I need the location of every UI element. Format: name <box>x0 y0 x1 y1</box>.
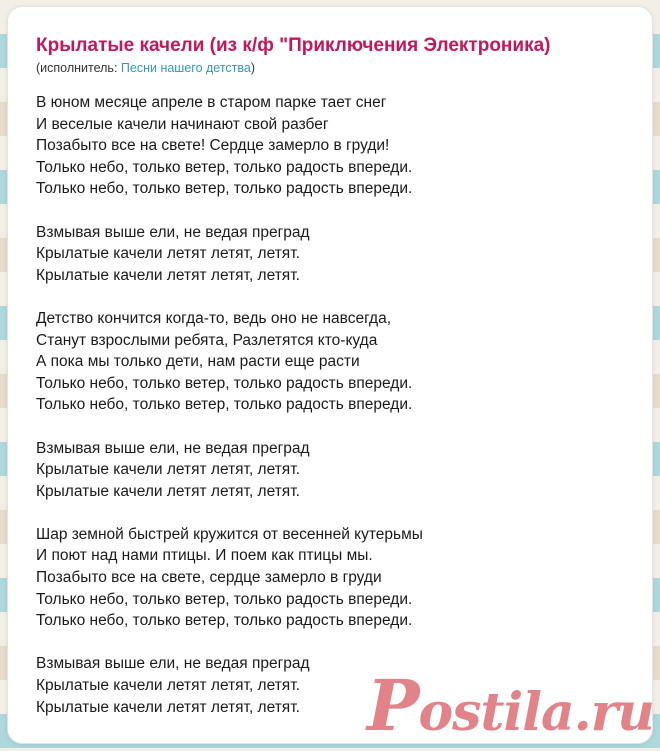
lyric-line: Шар земной быстрей кружится от весенней кутерьмы <box>36 525 423 543</box>
performer-link[interactable]: Песни нашего детства <box>120 61 251 75</box>
performer-line <box>36 60 630 76</box>
lyric-line: Только небо, только ветер, только радость впереди. <box>36 180 413 198</box>
lyrics-stanza <box>36 653 630 718</box>
lyrics-stanza <box>36 438 630 503</box>
lyric-line: Крылатые качели летят летят, летят. <box>36 266 300 284</box>
lyric-line: Крылатые качели летят летят, летят. <box>36 461 300 479</box>
lyric-line: И веселые качели начинают свой разбег <box>36 115 329 133</box>
lyric-line: Крылатые качели летят летят, летят. <box>36 482 300 500</box>
lyrics-stanza <box>36 222 630 287</box>
performer-suffix: ) <box>250 61 256 75</box>
lyric-line: Взмывая выше ели, не ведая преград <box>36 655 310 673</box>
lyric-line: Только небо, только ветер, только радость впереди. <box>36 158 413 176</box>
lyrics-stanza <box>36 308 630 416</box>
lyric-line: И поют над нами птицы. И поем как птицы мы. <box>36 547 373 565</box>
lyrics-body <box>36 92 630 718</box>
lyric-line: Позабыто все на свете! Сердце замерло в груди! <box>36 137 390 155</box>
performer-prefix: (исполнитель: <box>36 61 121 75</box>
lyric-line: Взмывая выше ели, не ведая преград <box>36 439 310 457</box>
lyrics-stanza <box>36 92 630 200</box>
lyric-line: Станут взрослыми ребята, Разлетятся кто-куда <box>36 331 378 349</box>
song-title: Крылатые качели (из к/ф "Приключения Электроника) <box>36 35 551 56</box>
lyric-line: Крылатые качели летят летят, летят. <box>36 698 300 716</box>
lyric-line: Взмывая выше ели, не ведая преград <box>36 223 310 241</box>
watermark-logo: Postila.ru <box>366 664 654 747</box>
lyric-line: Только небо, только ветер, только радость впереди. <box>36 612 413 630</box>
lyric-line: Только небо, только ветер, только радость впереди. <box>36 374 413 392</box>
lyrics-stanza <box>36 524 630 632</box>
lyric-line: Только небо, только ветер, только радость впереди. <box>36 396 413 414</box>
lyric-line: Крылатые качели летят летят, летят. <box>36 245 300 263</box>
lyric-line: Позабыто все на свете, сердце замерло в груди <box>36 569 382 587</box>
lyric-line: Только небо, только ветер, только радость впереди. <box>36 590 413 608</box>
lyric-line: В юном месяце апреле в старом парке тает снег <box>36 94 387 111</box>
lyric-line: Детство кончится когда-то, ведь оно не навсегда, <box>36 309 392 327</box>
lyric-line: А пока мы только дети, нам расти еще расти <box>36 353 360 371</box>
lyric-line: Крылатые качели летят летят, летят. <box>36 677 300 695</box>
lyrics-card <box>8 7 652 743</box>
